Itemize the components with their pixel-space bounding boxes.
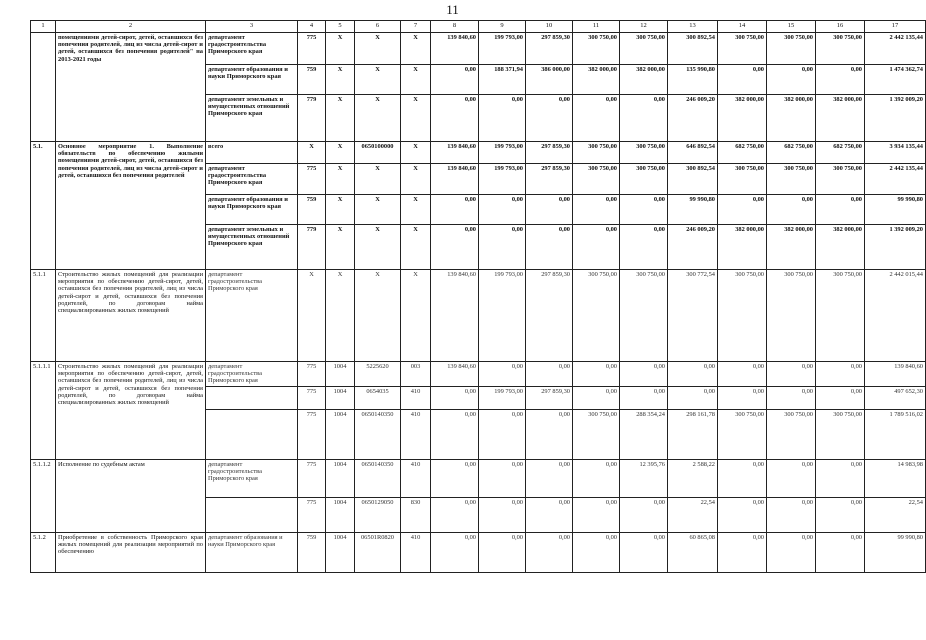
amount-cell: 0,00 xyxy=(718,459,767,497)
amount-cell: 1 392 009,20 xyxy=(865,225,926,270)
code-cell: 1004 xyxy=(326,386,355,409)
amount-cell: 0,00 xyxy=(718,497,767,532)
code-cell: X xyxy=(355,270,401,362)
amount-cell: 12 395,76 xyxy=(620,459,668,497)
amount-cell: 300 750,00 xyxy=(620,33,668,65)
table-row xyxy=(31,362,926,387)
amount-cell: 0,00 xyxy=(431,459,479,497)
amount-cell: 0,00 xyxy=(767,497,816,532)
amount-cell: 0,00 xyxy=(431,225,479,270)
amount-cell: 199 793,00 xyxy=(479,33,526,65)
amount-cell: 300 750,00 xyxy=(816,164,865,195)
amount-cell: 139 840,60 xyxy=(431,270,479,362)
code-cell: X xyxy=(355,164,401,195)
amount-cell: 99 990,80 xyxy=(668,195,718,225)
amount-cell: 188 371,94 xyxy=(479,65,526,95)
code-cell: 775 xyxy=(298,459,326,497)
column-number: 16 xyxy=(816,21,865,33)
executor-cell: департамент образования и науки Приморского края xyxy=(206,532,298,572)
code-cell: X xyxy=(401,95,431,142)
amount-cell: 0,00 xyxy=(620,532,668,572)
amount-cell: 0,00 xyxy=(573,459,620,497)
column-number-row xyxy=(31,21,926,33)
amount-cell: 0,00 xyxy=(718,532,767,572)
executor-cell xyxy=(206,497,298,532)
code-cell: X xyxy=(401,65,431,95)
code-cell: 775 xyxy=(298,386,326,409)
executor-cell xyxy=(206,386,298,409)
amount-cell: 0,00 xyxy=(431,65,479,95)
column-number: 6 xyxy=(355,21,401,33)
amount-cell: 0,00 xyxy=(479,497,526,532)
code-cell: 759 xyxy=(298,532,326,572)
table-row xyxy=(31,33,926,65)
code-cell: 1004 xyxy=(326,459,355,497)
amount-cell: 300 750,00 xyxy=(573,142,620,164)
amount-cell: 0,00 xyxy=(479,459,526,497)
code-cell: X xyxy=(355,33,401,65)
amount-cell: 300 750,00 xyxy=(573,270,620,362)
amount-cell: 382 000,00 xyxy=(767,225,816,270)
code-cell: X xyxy=(298,142,326,164)
amount-cell: 497 652,30 xyxy=(865,386,926,409)
code-cell: 775 xyxy=(298,362,326,387)
code-cell: X xyxy=(355,195,401,225)
code-cell: 779 xyxy=(298,225,326,270)
amount-cell: 300 750,00 xyxy=(767,409,816,459)
amount-cell: 0,00 xyxy=(526,362,573,387)
amount-cell: 0,00 xyxy=(816,362,865,387)
item-title: Строительство жилых помещений для реализации мероприятия по обеспечению детей-сирот, детей, оставшихся без попечения родителей, лиц из числа детей-сирот и детей, оставшихся без попечения родителей, по договорам найма специализированных жилых помещений xyxy=(56,270,206,362)
code-cell: X xyxy=(355,225,401,270)
amount-cell: 0,00 xyxy=(718,386,767,409)
amount-cell: 135 990,80 xyxy=(668,65,718,95)
amount-cell: 0,00 xyxy=(620,386,668,409)
amount-cell: 386 000,00 xyxy=(526,65,573,95)
amount-cell: 300 750,00 xyxy=(816,409,865,459)
code-cell: 06501R0820 xyxy=(355,532,401,572)
amount-cell: 0,00 xyxy=(479,409,526,459)
amount-cell: 139 840,60 xyxy=(431,362,479,387)
executor-cell: департамент градостроительства Приморского края xyxy=(206,33,298,65)
amount-cell: 0,00 xyxy=(479,362,526,387)
executor-cell: департамент земельных и имущественных отношений Приморского края xyxy=(206,95,298,142)
amount-cell: 300 750,00 xyxy=(816,270,865,362)
amount-cell: 300 750,00 xyxy=(767,270,816,362)
item-title: Исполнение по судебным актам xyxy=(56,459,206,532)
amount-cell: 382 000,00 xyxy=(718,95,767,142)
item-title: Строительство жилых помещений для реализации мероприятия по обеспечению детей-сирот, детей, оставшихся без попечения родителей, лиц из числа детей-сирот и детей, оставшихся без попечения родителей, по договорам найма специализированных жилых помещений xyxy=(56,362,206,460)
amount-cell: 0,00 xyxy=(816,386,865,409)
column-number: 8 xyxy=(431,21,479,33)
amount-cell: 99 990,80 xyxy=(865,532,926,572)
code-cell: X xyxy=(401,142,431,164)
amount-cell: 0,00 xyxy=(816,532,865,572)
amount-cell: 0,00 xyxy=(479,195,526,225)
amount-cell: 288 354,24 xyxy=(620,409,668,459)
amount-cell: 300 892,54 xyxy=(668,33,718,65)
amount-cell: 0,00 xyxy=(573,362,620,387)
amount-cell: 3 934 135,44 xyxy=(865,142,926,164)
amount-cell: 0,00 xyxy=(526,497,573,532)
amount-cell: 0,00 xyxy=(620,95,668,142)
table-row xyxy=(31,142,926,164)
table-row xyxy=(31,270,926,362)
amount-cell: 0,00 xyxy=(573,95,620,142)
executor-cell xyxy=(206,409,298,459)
amount-cell: 60 865,08 xyxy=(668,532,718,572)
code-cell: 410 xyxy=(401,532,431,572)
amount-cell: 297 859,30 xyxy=(526,386,573,409)
item-number: 5.1.1.1 xyxy=(31,362,56,460)
code-cell: 759 xyxy=(298,65,326,95)
executor-cell: департамент градостроительства Приморского края xyxy=(206,362,298,387)
item-number: 5.1.2 xyxy=(31,532,56,572)
amount-cell: 0,00 xyxy=(431,497,479,532)
amount-cell: 0,00 xyxy=(767,386,816,409)
item-title: Основное мероприятие 1. Выполнение обязательств по обеспечению жилыми помещениями детей-сирот, детей, оставшихся без попечения родителей, лиц из числа детей-сирот и детей, оставшихся без попечения родителей xyxy=(56,142,206,270)
amount-cell: 0,00 xyxy=(620,195,668,225)
table-row xyxy=(31,532,926,572)
column-number: 17 xyxy=(865,21,926,33)
code-cell: X xyxy=(326,164,355,195)
code-cell: X xyxy=(326,142,355,164)
amount-cell: 139 840,60 xyxy=(865,362,926,387)
amount-cell: 0,00 xyxy=(526,195,573,225)
column-number: 10 xyxy=(526,21,573,33)
amount-cell: 0,00 xyxy=(431,409,479,459)
amount-cell: 298 161,78 xyxy=(668,409,718,459)
item-number: 5.1.1 xyxy=(31,270,56,362)
amount-cell: 0,00 xyxy=(767,195,816,225)
amount-cell: 2 442 135,44 xyxy=(865,33,926,65)
amount-cell: 300 772,54 xyxy=(668,270,718,362)
amount-cell: 1 392 009,20 xyxy=(865,95,926,142)
amount-cell: 382 000,00 xyxy=(816,225,865,270)
amount-cell: 2 442 015,44 xyxy=(865,270,926,362)
amount-cell: 199 793,00 xyxy=(479,386,526,409)
code-cell: 410 xyxy=(401,459,431,497)
amount-cell: 0,00 xyxy=(479,95,526,142)
amount-cell: 0,00 xyxy=(573,225,620,270)
amount-cell: 300 750,00 xyxy=(573,409,620,459)
amount-cell: 297 859,30 xyxy=(526,33,573,65)
column-number: 3 xyxy=(206,21,298,33)
amount-cell: 297 859,30 xyxy=(526,142,573,164)
column-number: 11 xyxy=(573,21,620,33)
column-number: 5 xyxy=(326,21,355,33)
amount-cell: 0,00 xyxy=(816,65,865,95)
column-number: 1 xyxy=(31,21,56,33)
item-number xyxy=(31,33,56,142)
amount-cell: 1 474 362,74 xyxy=(865,65,926,95)
code-cell: X xyxy=(326,195,355,225)
amount-cell: 300 750,00 xyxy=(718,33,767,65)
code-cell: X xyxy=(355,65,401,95)
amount-cell: 0,00 xyxy=(767,532,816,572)
amount-cell: 300 750,00 xyxy=(718,409,767,459)
code-cell: 1004 xyxy=(326,532,355,572)
executor-cell: всего xyxy=(206,142,298,164)
code-cell: X xyxy=(401,164,431,195)
code-cell: X xyxy=(326,65,355,95)
amount-cell: 0,00 xyxy=(526,532,573,572)
amount-cell: 0,00 xyxy=(718,65,767,95)
amount-cell: 0,00 xyxy=(431,195,479,225)
amount-cell: 0,00 xyxy=(668,386,718,409)
amount-cell: 682 750,00 xyxy=(767,142,816,164)
amount-cell: 0,00 xyxy=(573,195,620,225)
amount-cell: 99 990,80 xyxy=(865,195,926,225)
amount-cell: 0,00 xyxy=(816,195,865,225)
budget-table xyxy=(30,20,926,573)
executor-cell: департамент образования и науки Приморского края xyxy=(206,195,298,225)
code-cell: 0654035 xyxy=(355,386,401,409)
amount-cell: 2 588,22 xyxy=(668,459,718,497)
amount-cell: 0,00 xyxy=(767,459,816,497)
item-title: Приобретение в собственность Приморского края жилых помещений для реализации мероприятий по обеспечению xyxy=(56,532,206,572)
code-cell: X xyxy=(298,270,326,362)
column-number: 2 xyxy=(56,21,206,33)
amount-cell: 682 750,00 xyxy=(816,142,865,164)
amount-cell: 682 750,00 xyxy=(718,142,767,164)
column-number: 14 xyxy=(718,21,767,33)
amount-cell: 0,00 xyxy=(718,362,767,387)
amount-cell: 139 840,60 xyxy=(431,142,479,164)
amount-cell: 300 750,00 xyxy=(718,164,767,195)
code-cell: 775 xyxy=(298,164,326,195)
amount-cell: 139 840,60 xyxy=(431,164,479,195)
amount-cell: 300 750,00 xyxy=(718,270,767,362)
amount-cell: 0,00 xyxy=(620,497,668,532)
code-cell: X xyxy=(326,33,355,65)
amount-cell: 14 983,98 xyxy=(865,459,926,497)
code-cell: X xyxy=(401,270,431,362)
code-cell: 410 xyxy=(401,409,431,459)
amount-cell: 0,00 xyxy=(479,532,526,572)
table-row xyxy=(31,459,926,497)
amount-cell: 1 789 516,02 xyxy=(865,409,926,459)
code-cell: X xyxy=(401,33,431,65)
amount-cell: 0,00 xyxy=(431,386,479,409)
amount-cell: 2 442 135,44 xyxy=(865,164,926,195)
amount-cell: 300 750,00 xyxy=(573,164,620,195)
amount-cell: 382 000,00 xyxy=(718,225,767,270)
amount-cell: 22,54 xyxy=(668,497,718,532)
amount-cell: 382 000,00 xyxy=(767,95,816,142)
amount-cell: 0,00 xyxy=(526,409,573,459)
code-cell: 775 xyxy=(298,33,326,65)
executor-cell: департамент градостроительства Приморского края xyxy=(206,459,298,497)
amount-cell: 246 009,20 xyxy=(668,225,718,270)
code-cell: 5225620 xyxy=(355,362,401,387)
code-cell: 775 xyxy=(298,497,326,532)
code-cell: 0650100000 xyxy=(355,142,401,164)
amount-cell: 0,00 xyxy=(573,532,620,572)
amount-cell: 0,00 xyxy=(526,225,573,270)
column-number: 9 xyxy=(479,21,526,33)
amount-cell: 300 750,00 xyxy=(620,142,668,164)
code-cell: 830 xyxy=(401,497,431,532)
executor-cell: департамент земельных и имущественных отношений Приморского края xyxy=(206,225,298,270)
executor-cell: департамент градостроительства Приморского края xyxy=(206,270,298,362)
amount-cell: 300 750,00 xyxy=(816,33,865,65)
item-number: 5.1. xyxy=(31,142,56,270)
amount-cell: 0,00 xyxy=(816,497,865,532)
amount-cell: 382 000,00 xyxy=(816,95,865,142)
code-cell: 0650140350 xyxy=(355,459,401,497)
code-cell: 410 xyxy=(401,386,431,409)
code-cell: 775 xyxy=(298,409,326,459)
code-cell: 1004 xyxy=(326,362,355,387)
column-number: 13 xyxy=(668,21,718,33)
column-number: 15 xyxy=(767,21,816,33)
column-number: 12 xyxy=(620,21,668,33)
amount-cell: 300 750,00 xyxy=(767,164,816,195)
code-cell: X xyxy=(401,195,431,225)
executor-cell: департамент градостроительства Приморского края xyxy=(206,164,298,195)
amount-cell: 300 750,00 xyxy=(767,33,816,65)
code-cell: X xyxy=(326,95,355,142)
code-cell: 0650140350 xyxy=(355,409,401,459)
code-cell: 003 xyxy=(401,362,431,387)
column-number: 4 xyxy=(298,21,326,33)
amount-cell: 246 009,20 xyxy=(668,95,718,142)
amount-cell: 0,00 xyxy=(767,65,816,95)
amount-cell: 646 892,54 xyxy=(668,142,718,164)
code-cell: X xyxy=(326,270,355,362)
amount-cell: 0,00 xyxy=(431,532,479,572)
amount-cell: 199 793,00 xyxy=(479,164,526,195)
amount-cell: 382 000,00 xyxy=(620,65,668,95)
item-number: 5.1.1.2 xyxy=(31,459,56,532)
amount-cell: 297 859,30 xyxy=(526,164,573,195)
amount-cell: 297 859,30 xyxy=(526,270,573,362)
executor-cell: департамент образования и науки Приморского края xyxy=(206,65,298,95)
amount-cell: 0,00 xyxy=(479,225,526,270)
amount-cell: 139 840,60 xyxy=(431,33,479,65)
amount-cell: 0,00 xyxy=(767,362,816,387)
amount-cell: 0,00 xyxy=(668,362,718,387)
page-number: 11 xyxy=(446,2,459,17)
amount-cell: 0,00 xyxy=(431,95,479,142)
amount-cell: 300 750,00 xyxy=(620,164,668,195)
amount-cell: 0,00 xyxy=(526,459,573,497)
code-cell: X xyxy=(326,225,355,270)
code-cell: X xyxy=(401,225,431,270)
amount-cell: 0,00 xyxy=(718,195,767,225)
code-cell: 759 xyxy=(298,195,326,225)
amount-cell: 199 793,00 xyxy=(479,270,526,362)
code-cell: 1004 xyxy=(326,497,355,532)
amount-cell: 0,00 xyxy=(620,225,668,270)
code-cell: 0650129050 xyxy=(355,497,401,532)
amount-cell: 0,00 xyxy=(573,386,620,409)
column-number: 7 xyxy=(401,21,431,33)
amount-cell: 0,00 xyxy=(816,459,865,497)
amount-cell: 300 750,00 xyxy=(620,270,668,362)
code-cell: X xyxy=(355,95,401,142)
amount-cell: 199 793,00 xyxy=(479,142,526,164)
amount-cell: 300 750,00 xyxy=(573,33,620,65)
amount-cell: 300 892,54 xyxy=(668,164,718,195)
amount-cell: 22,54 xyxy=(865,497,926,532)
amount-cell: 0,00 xyxy=(573,497,620,532)
amount-cell: 0,00 xyxy=(620,362,668,387)
item-title: помещениями детей-сирот, детей, оставшихся без попечения родителей, лиц из числа детей-сирот и детей, оставшихся без попечения родителей" на 2013-2021 годы xyxy=(56,33,206,142)
code-cell: 1004 xyxy=(326,409,355,459)
code-cell: 779 xyxy=(298,95,326,142)
amount-cell: 382 000,00 xyxy=(573,65,620,95)
amount-cell: 0,00 xyxy=(526,95,573,142)
